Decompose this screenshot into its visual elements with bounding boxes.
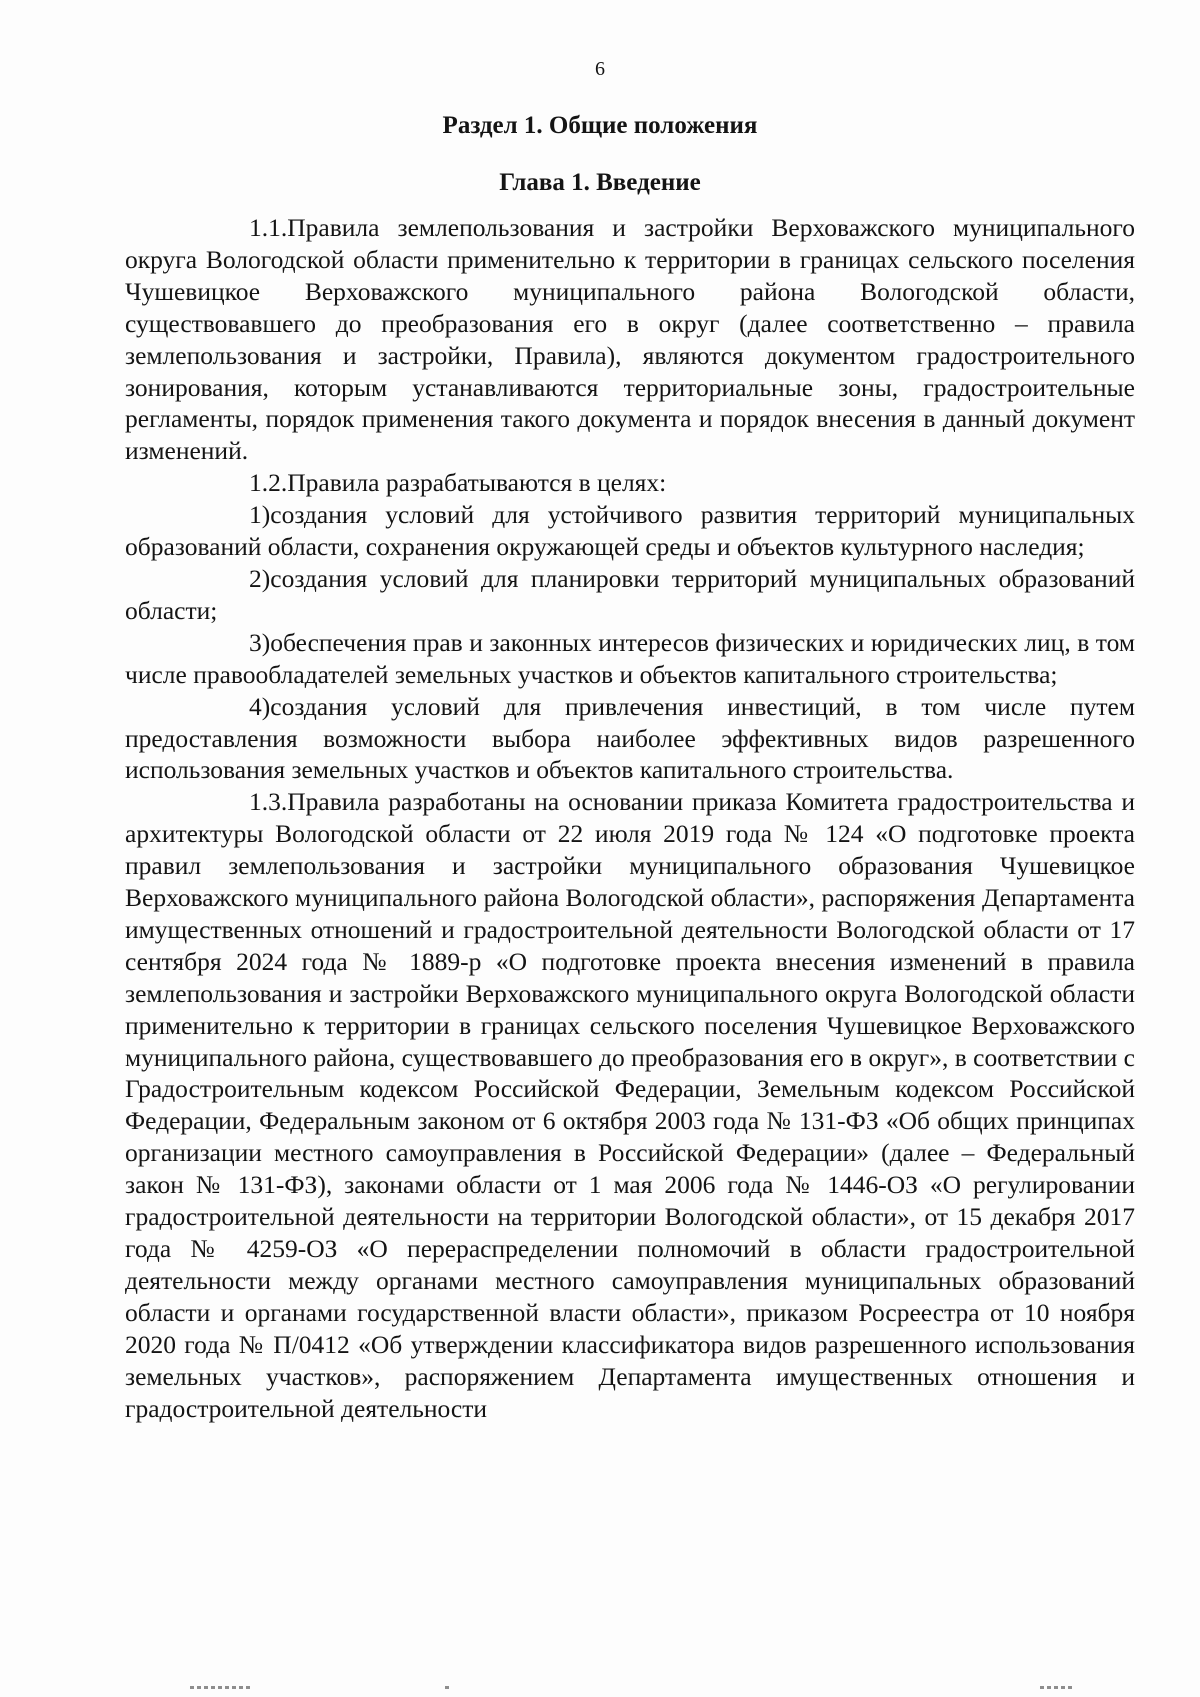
scan-artifact bbox=[190, 1686, 250, 1689]
list-item-1 bbox=[125, 499, 1135, 563]
list-item-number: 4) bbox=[249, 691, 271, 721]
list-item-number: 3) bbox=[249, 627, 271, 657]
paragraph-number: 1.2. bbox=[249, 468, 288, 498]
paragraph-text: Правила землепользования и застройки Верховажского муниципального округа Вологодской области применительно к территории в границах сельского поселения Чушевицкое Верховажского муниципального района Вологодской области, существовавшего до преобразования его в округ (далее соответственно – правила землепользования и застройки, Правила), являются документом градостроительного зонирования, которым устанавливаются территориальные зоны, градостроительные регламенты, порядок применения такого документа и порядок внесения в данный документ изменений. bbox=[125, 213, 1135, 466]
scan-artifact bbox=[1040, 1686, 1075, 1689]
paragraph-1-2 bbox=[125, 467, 1135, 499]
paragraph-number: 1.1. bbox=[249, 213, 288, 242]
list-item-number: 2) bbox=[249, 563, 271, 593]
list-item-text: создания условий для планировки территорий муниципальных образований области; bbox=[125, 563, 1135, 625]
list-item-number: 1) bbox=[249, 500, 271, 530]
list-item-text: обеспечения прав и законных интересов физических и юридических лиц, в том числе правообладателей земельных участков и объектов капитального строительства; bbox=[125, 627, 1135, 689]
page-number: 6 bbox=[595, 58, 605, 80]
list-item-text: создания условий для устойчивого развития территорий муниципальных образований области, сохранения окружающей среды и объектов культурного наследия; bbox=[125, 500, 1135, 562]
list-item-3 bbox=[125, 627, 1135, 691]
section-title: Раздел 1. Общие положения bbox=[442, 112, 758, 139]
paragraph-text: Правила разрабатываются в целях: bbox=[287, 468, 667, 498]
document-body bbox=[125, 212, 1135, 1424]
paragraph-number: 1.3. bbox=[249, 787, 288, 817]
paragraph-1-1 bbox=[125, 212, 1135, 467]
list-item-text: создания условий для привлечения инвестиций, в том числе путем предоставления возможности выбора наиболее эффективных видов разрешенного использования земельных участков и объектов капитального строительства. bbox=[125, 691, 1135, 785]
scan-artifact bbox=[445, 1686, 451, 1689]
scan-artifacts bbox=[0, 1667, 1200, 1697]
paragraph-1-3 bbox=[125, 786, 1135, 1424]
list-item-4 bbox=[125, 691, 1135, 787]
paragraph-text: Правила разработаны на основании приказа Комитета градостроительства и архитектуры Вологодской области от 22 июля 2019 года № 124 «О подготовке проекта правил землепользования и застройки муниципального образования Чушевицкое Верховажского муниципального района Вологодской области», распоряжения Департамента имущественных отношений и градостроительной деятельности Вологодской области от 17 сентября 2024 года № 1889-р «О подготовке проекта внесения изменений в правила землепользования и застройки Верховажского муниципального округа Вологодской области применительно к территории в границах сельского поселения Чушевицкое Верховажского муниципального района, существовавшего до преобразования его в округ», в соответствии с Градостроительным кодексом Российской Федерации, Земельным кодексом Российской Федерации, Федеральным законом от 6 октября 2003 года № 131-ФЗ «Об общих принципах организации местного самоуправления в Российской Федерации» (далее – Федеральный закон № 131-ФЗ), законами области от 1 мая 2006 года № 1446-ОЗ «О регулировании градостроительной деятельности на территории Вологодской области», от 15 декабря 2017 года № 4259-ОЗ «О перераспределении полномочий в области градостроительной деятельности между органами местного самоуправления муниципальных образований области и органами государственной власти области», приказом Росреестра от 10 ноября 2020 года № П/0412 «Об утверждении классификатора видов разрешенного использования земельных участков», распоряжением Департамента имущественных отношения и градостроительной деятельности bbox=[125, 787, 1135, 1423]
chapter-title: Глава 1. Введение bbox=[499, 169, 701, 196]
list-item-2 bbox=[125, 563, 1135, 627]
